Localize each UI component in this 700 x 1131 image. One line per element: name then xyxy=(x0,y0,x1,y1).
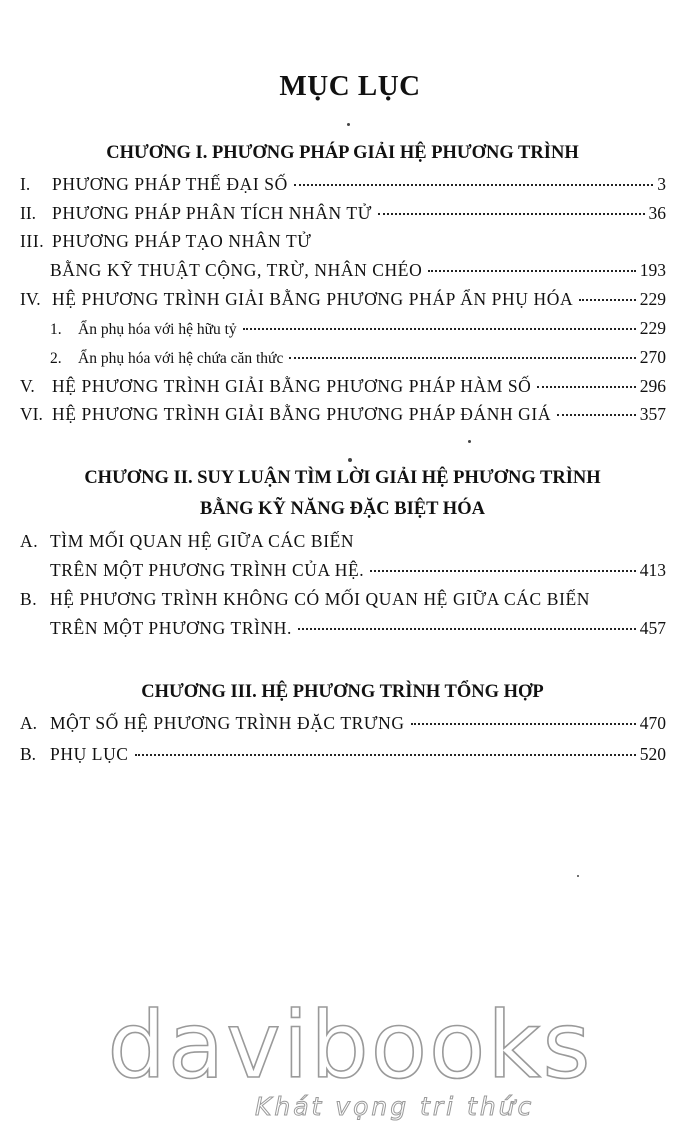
toc-entry xyxy=(20,617,666,639)
dot-leader xyxy=(294,184,653,186)
watermark-brand: davibooks xyxy=(107,992,593,1099)
toc-entry xyxy=(20,743,666,765)
entry-label-continued: BẰNG KỸ THUẬT CỘNG, TRỪ, NHÂN CHÉO xyxy=(50,260,423,280)
scan-speck xyxy=(468,440,471,443)
entry-page: 520 xyxy=(639,744,666,764)
page-title: MỤC LỤC xyxy=(279,70,421,102)
chapter-2-heading: CHƯƠNG II. SUY LUẬN TÌM LỜI GIẢI HỆ PHƯƠNG TRÌNH xyxy=(84,468,601,488)
entry-page: 36 xyxy=(648,203,666,223)
entry-label: Ẩn phụ hóa với hệ chứa căn thức xyxy=(78,350,284,367)
entry-page: 229 xyxy=(639,289,666,309)
toc-subentry xyxy=(20,346,666,370)
entry-number: A. xyxy=(20,531,39,551)
entry-number: IV. xyxy=(20,289,41,309)
toc-entry xyxy=(20,375,666,397)
entry-page: 193 xyxy=(639,260,666,280)
entry-label: PHƯƠNG PHÁP TẠO NHÂN TỬ xyxy=(52,231,312,251)
entry-label: PHƯƠNG PHÁP PHÂN TÍCH NHÂN TỬ xyxy=(52,203,372,223)
toc-entry xyxy=(20,288,666,310)
entry-number: 2. xyxy=(50,350,62,367)
entry-page: 270 xyxy=(639,347,666,367)
toc-entry-line1 xyxy=(20,530,354,552)
dot-leader xyxy=(243,328,636,330)
chapter-2-heading-line2: BẰNG KỸ NĂNG ĐẶC BIỆT HÓA xyxy=(200,499,485,519)
entry-label: TÌM MỐI QUAN HỆ GIỮA CÁC BIẾN xyxy=(50,531,355,551)
scan-speck xyxy=(577,875,579,877)
entry-number: III. xyxy=(20,231,45,251)
entry-number: B. xyxy=(20,589,38,609)
entry-label: HỆ PHƯƠNG TRÌNH GIẢI BẰNG PHƯƠNG PHÁP HÀM SỐ xyxy=(52,376,532,396)
dot-leader xyxy=(135,754,636,756)
entry-number: I. xyxy=(20,174,31,194)
chapter-3-heading: CHƯƠNG III. HỆ PHƯƠNG TRÌNH TỔNG HỢP xyxy=(141,682,544,702)
scan-speck xyxy=(348,458,352,462)
chapter-1-heading: CHƯƠNG I. PHƯƠNG PHÁP GIẢI HỆ PHƯƠNG TRÌNH xyxy=(106,143,579,163)
entry-number: B. xyxy=(20,744,37,764)
toc-entry xyxy=(20,712,666,734)
toc-subentry xyxy=(20,317,666,341)
toc-entry xyxy=(20,403,666,425)
toc-entry xyxy=(20,259,666,281)
dot-leader xyxy=(289,357,635,359)
entry-label: HỆ PHƯƠNG TRÌNH GIẢI BẰNG PHƯƠNG PHÁP ĐÁNH GIÁ xyxy=(52,404,552,424)
entry-label-continued: TRÊN MỘT PHƯƠNG TRÌNH. xyxy=(50,618,292,638)
toc-entry xyxy=(20,202,666,224)
entry-number: 1. xyxy=(50,321,62,338)
dot-leader xyxy=(579,299,636,301)
entry-page: 3 xyxy=(657,174,666,194)
entry-label-continued: TRÊN MỘT PHƯƠNG TRÌNH CỦA HỆ. xyxy=(50,560,365,580)
dot-leader xyxy=(378,213,645,215)
dot-leader xyxy=(411,723,636,725)
dot-leader xyxy=(537,386,635,388)
entry-label: MỘT SỐ HỆ PHƯƠNG TRÌNH ĐẶC TRƯNG xyxy=(50,713,405,733)
entry-number: VI. xyxy=(20,404,43,424)
entry-page: 296 xyxy=(639,376,666,396)
dot-leader xyxy=(298,628,636,630)
entry-page: 229 xyxy=(639,318,666,338)
entry-label: PHỤ LỤC xyxy=(50,744,129,764)
entry-page: 470 xyxy=(639,713,666,733)
entry-label: HỆ PHƯƠNG TRÌNH GIẢI BẰNG PHƯƠNG PHÁP ẨN PHỤ HÓA xyxy=(52,289,574,309)
entry-number: A. xyxy=(20,713,38,733)
toc-entry-line1 xyxy=(20,588,590,610)
entry-page: 457 xyxy=(639,618,666,638)
entry-label: HỆ PHƯƠNG TRÌNH KHÔNG CÓ MỐI QUAN HỆ GIỮA CÁC BIẾN xyxy=(50,589,591,609)
entry-number: II. xyxy=(20,203,37,223)
entry-number: V. xyxy=(20,376,35,396)
watermark-slogan: Khát vọng tri thức xyxy=(255,1092,535,1121)
dot-leader xyxy=(370,570,636,572)
entry-label: Ẩn phụ hóa với hệ hữu tỷ xyxy=(78,321,237,338)
toc-entry xyxy=(20,173,666,195)
dot-leader xyxy=(428,270,635,272)
scan-speck xyxy=(347,123,350,126)
entry-label: PHƯƠNG PHÁP THẾ ĐẠI SỐ xyxy=(52,174,288,194)
entry-page: 413 xyxy=(639,560,666,580)
toc-entry-line1 xyxy=(20,230,311,252)
entry-page: 357 xyxy=(639,404,666,424)
dot-leader xyxy=(557,414,636,416)
toc-entry xyxy=(20,559,666,581)
